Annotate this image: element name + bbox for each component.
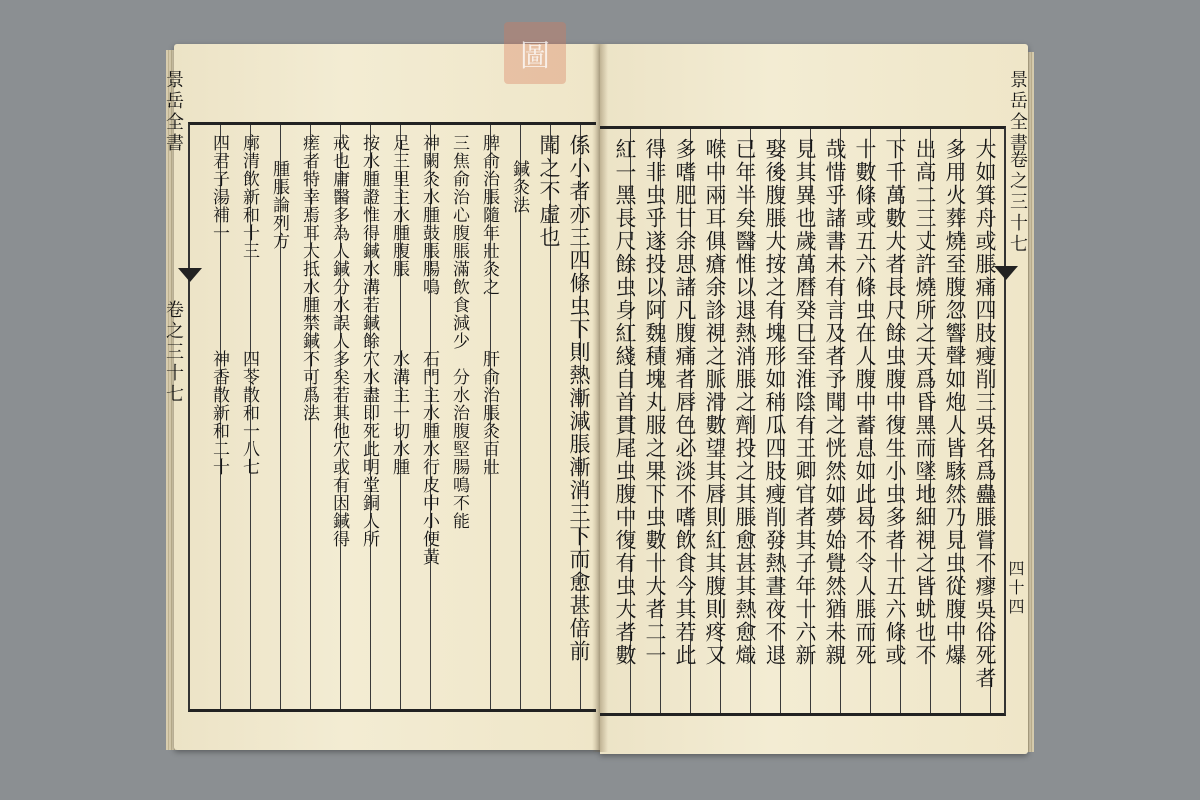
text-column: 喉中兩耳俱瘡余診視之脈滑數望其唇則紅其腹則疼又 [703, 138, 727, 667]
text-column: 出高二三丈許燒所之天爲昏黑而墜地細視之皆蚘也不 [913, 138, 937, 667]
text-column: 十數條或五六條虫在人腹中蓄息如此曷不令人脹而死 [853, 138, 877, 667]
section-heading: 腫脹論列方 [269, 160, 289, 250]
text-column: 得非虫乎遂投以阿魏積塊丸服之果下虫數十大者二一 [643, 138, 667, 667]
right-banner-volume: 卷之三十七 [1007, 150, 1028, 255]
text-column: 廓清飲新和十三 四苓散和一八七 [239, 134, 259, 476]
text-column: 三焦俞治心腹脹滿飲食減少 分水治腹堅腸鳴不能 [449, 134, 469, 530]
page-folio-number: 四十四 [1006, 560, 1025, 617]
text-column: 瘥者特幸焉耳大抵水腫禁鍼不可爲法 [299, 134, 319, 422]
text-column: 脾俞治脹隨年壯灸之 肝俞治脹灸百壯 [479, 134, 499, 476]
text-column: 已年半矣醫惟以退熱消脹之劑投之其脹愈甚其熱愈熾 [733, 138, 757, 667]
text-column: 多嗜肥甘余思諸凡腹痛者唇色必淡不嗜飲食今其若此 [673, 138, 697, 667]
text-column: 大如箕舟或脹痛四肢瘦削三吳名爲蠱脹嘗不瘳吳俗死者 [973, 138, 997, 690]
left-banner-volume: 卷之三十七 [163, 300, 184, 405]
text-column: 聞之不虛也 [537, 134, 561, 249]
text-column: 戒也庸醫多為人鍼分水誤人多矣若其他穴或有因鍼得 [329, 134, 349, 548]
seal-glyph: 圖 [520, 39, 550, 74]
text-column: 下千萬數大者長尺餘虫腹中復生小虫多者十五六條或 [883, 138, 907, 667]
text-column: 係小者亦三四條虫下則熱漸減脹漸消三下而愈甚倍前 [567, 134, 591, 663]
text-column: 紅一黑長尺餘虫身紅綫自首貫尾虫腹中復有虫大者數 [613, 138, 637, 667]
text-column: 神闕灸水腫鼓脹腸鳴 石門主水腫水行皮中小便黃 [419, 134, 439, 566]
library-seal-watermark [504, 22, 566, 84]
fishtail-mark [178, 268, 202, 282]
text-column: 見其異也歲萬曆癸巳至淮陰有王卿官者其子年十六新 [793, 138, 817, 667]
left-banner-title: 景岳全書 [163, 70, 184, 154]
text-column: 娶後腹脹大按之有塊形如稍瓜四肢瘦削發熱晝夜不退 [763, 138, 787, 667]
text-column: 多用火葬燒至腹忽響聲如炮人皆駭然乃見虫從腹中爆 [943, 138, 967, 667]
text-column: 足三里主水腫腹脹 水溝主一切水腫 [389, 134, 409, 476]
right-banner-title: 景岳全書 [1007, 70, 1028, 154]
text-column: 哉惜乎諸書未有言及者予聞之恍然如夢始覺然猶未親 [823, 138, 847, 667]
section-heading: 鍼灸法 [509, 160, 529, 214]
text-column: 按水腫證惟得鍼水溝若鍼餘穴水盡即死此明堂銅人所 [359, 134, 379, 548]
text-column: 四君子湯補一 神香散新和二十 [209, 134, 229, 476]
